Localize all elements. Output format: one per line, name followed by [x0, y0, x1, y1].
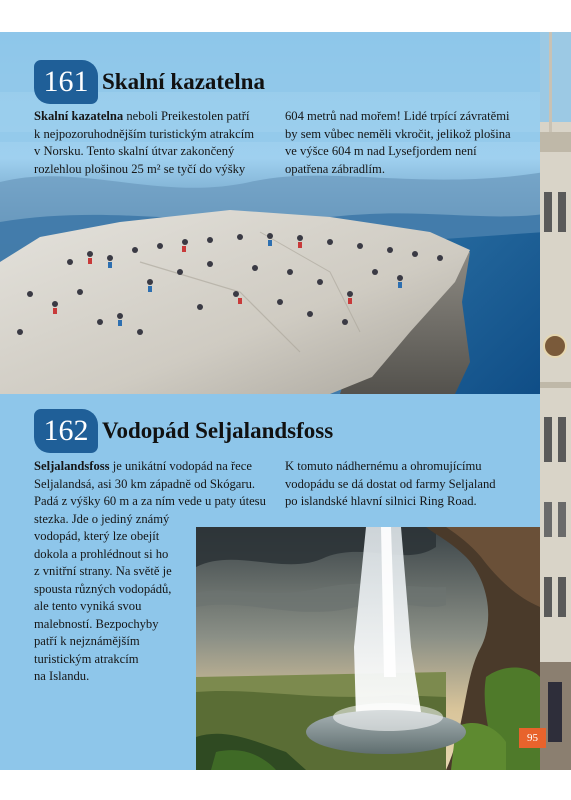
church-tower-strip	[540, 32, 571, 770]
section1-text-column-1	[34, 108, 279, 178]
text-line: turistickým atrakcím	[34, 651, 139, 666]
section1-text-column-2	[285, 108, 535, 178]
text-line: rozlehlou plošinou 25 m² se tyčí do výšky	[34, 161, 246, 176]
text-line: dokola a prohlédnout si ho	[34, 546, 169, 561]
section2-text-column-2	[285, 458, 535, 511]
text-line: opatřena zábradlím.	[285, 161, 385, 176]
text-line: na Islandu.	[34, 669, 90, 683]
text-line: vodopád, který lze obejít	[34, 529, 160, 543]
text-line: Seljalandsá, asi 30 km západně od Skógaru.	[34, 476, 256, 491]
text-line: v Norsku. Tento skalní útvar zakončený	[34, 144, 235, 158]
text-line: je unikátní vodopád na řece	[109, 459, 252, 473]
text-line: neboli Preikestolen patří	[123, 109, 250, 123]
seljalandsfoss-photo	[196, 527, 540, 770]
text-line: spousta různých vodopádů,	[34, 581, 172, 596]
text-line: by sem vůbec neměli vkročit, jelikož plošina	[285, 126, 511, 141]
text-line: malebností. Bezpochyby	[34, 616, 159, 631]
text-line: vodopádu se dá dostat od farmy Seljaland	[285, 476, 496, 491]
page-number: 95	[519, 728, 546, 748]
section2-lead-term: Seljalandsfoss	[34, 459, 110, 473]
text-line: Padá z výšky 60 m a za ním vede u paty útesu	[34, 494, 266, 508]
book-page	[0, 32, 571, 770]
text-line: patří k nejznámějším	[34, 634, 140, 648]
text-line: ve výšce 604 m nad Lysefjordem není	[285, 144, 477, 158]
section1-lead-term: Skalní kazatelna	[34, 109, 124, 123]
text-line: z vnitřní strany. Na světě je	[34, 564, 172, 578]
section-title: Skalní kazatelna	[102, 69, 265, 94]
text-line: stezka. Jde o jediný známý	[34, 511, 170, 526]
section-number-badge: 161	[34, 60, 98, 104]
text-line: k nejpozoruhodnějším turistickým atrakcím	[34, 126, 254, 141]
text-line: K tomuto nádhernému a ohromujícímu	[285, 459, 482, 473]
section-title: Vodopád Seljalandsfoss	[102, 418, 334, 443]
text-line: 604 metrů nad mořem! Lidé trpící závratěmi	[285, 109, 510, 123]
section-number-badge: 162	[34, 409, 98, 453]
text-line: ale tento vyniká svou	[34, 599, 142, 613]
text-line: po islandské hlavní silnici Ring Road.	[285, 494, 477, 508]
